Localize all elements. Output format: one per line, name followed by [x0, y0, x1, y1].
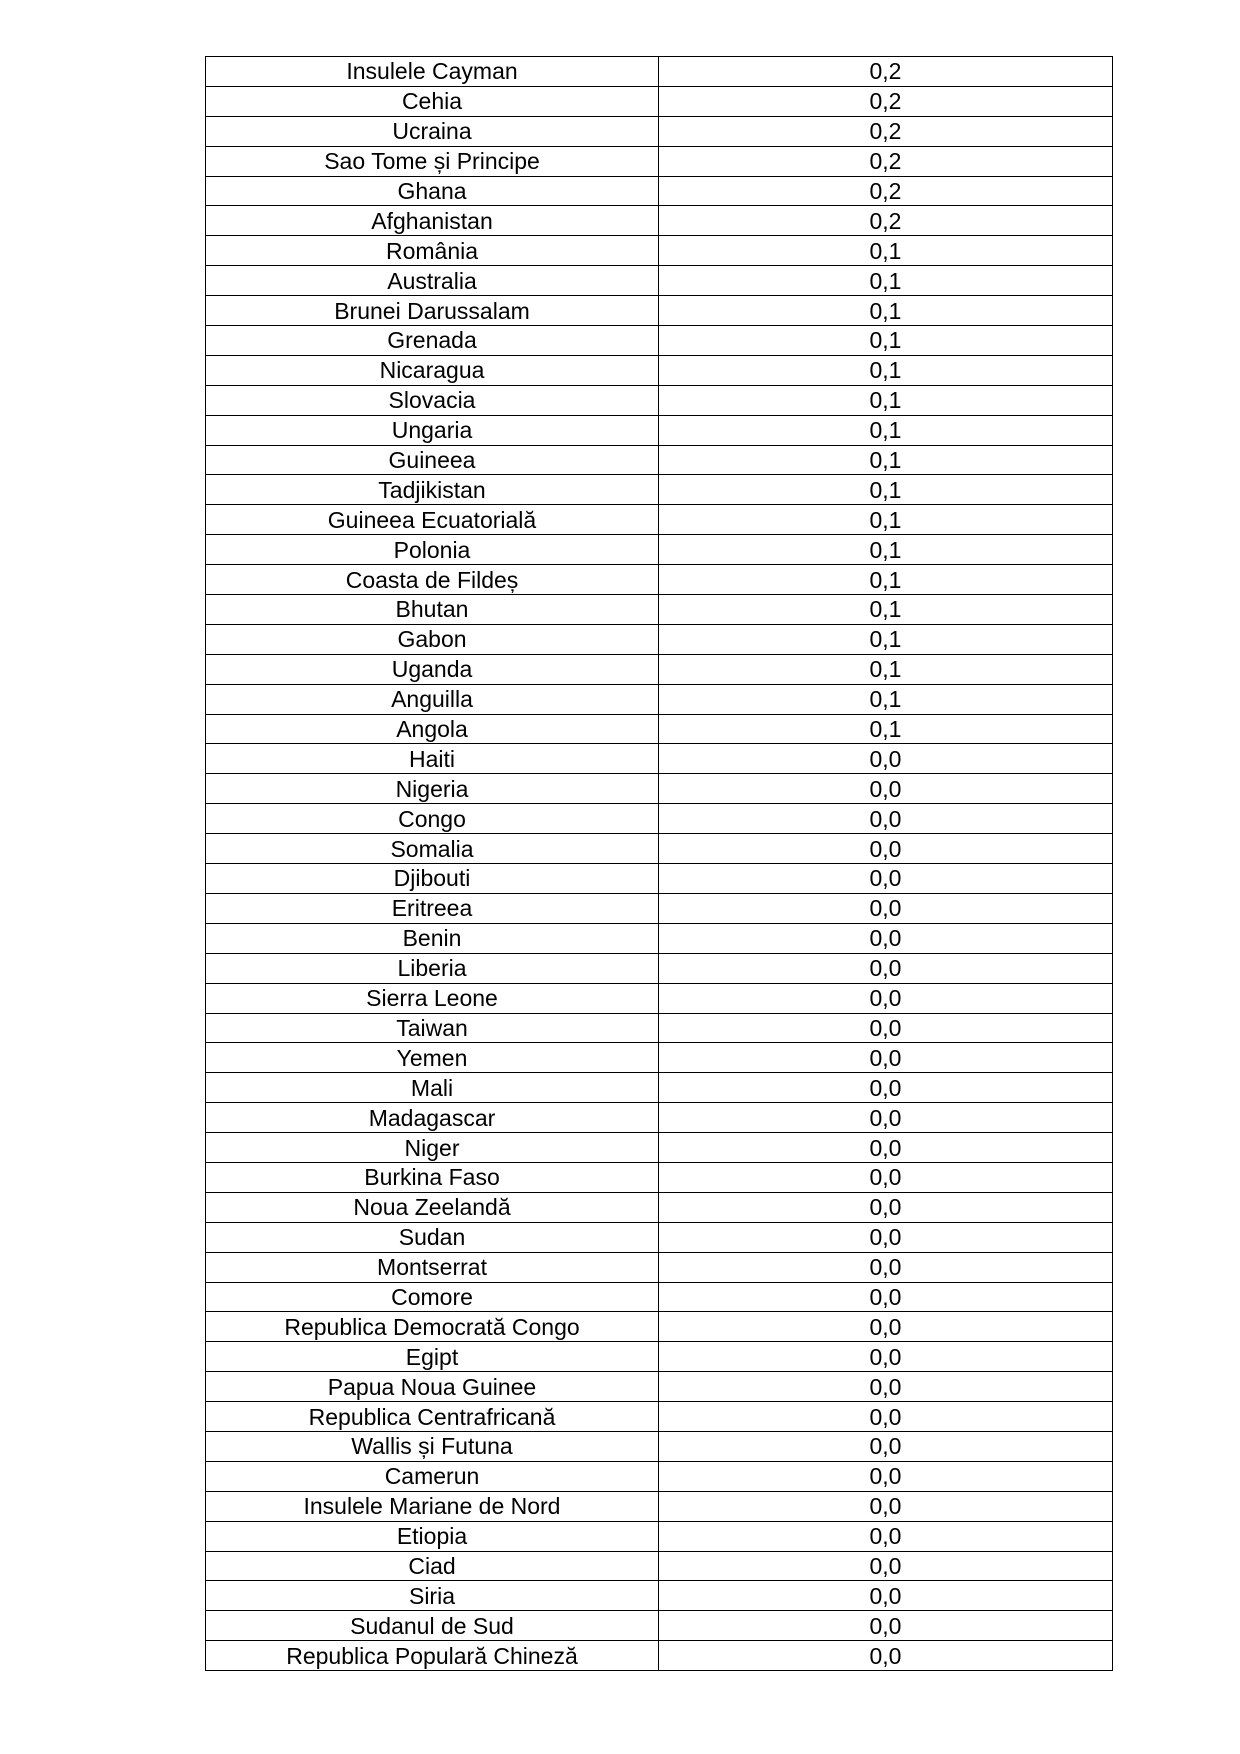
- value-cell: 0,0: [659, 1133, 1113, 1163]
- country-cell: Camerun: [206, 1461, 659, 1491]
- table-body: [206, 57, 1113, 1671]
- country-cell: Somalia: [206, 834, 659, 864]
- country-cell: Ciad: [206, 1551, 659, 1581]
- table-row: [206, 834, 1113, 864]
- country-cell: Papua Noua Guinee: [206, 1372, 659, 1402]
- value-cell: 0,1: [659, 505, 1113, 535]
- value-cell: 0,1: [659, 684, 1113, 714]
- country-cell: Haiti: [206, 744, 659, 774]
- value-cell: 0,1: [659, 415, 1113, 445]
- value-cell: 0,1: [659, 326, 1113, 356]
- table-row: [206, 953, 1113, 983]
- table-row: [206, 1043, 1113, 1073]
- country-cell: Guineea Ecuatorială: [206, 505, 659, 535]
- table-row: [206, 535, 1113, 565]
- country-cell: Wallis și Futuna: [206, 1431, 659, 1461]
- value-cell: 0,1: [659, 236, 1113, 266]
- value-cell: 0,1: [659, 445, 1113, 475]
- table-row: [206, 1013, 1113, 1043]
- value-cell: 0,2: [659, 86, 1113, 116]
- value-cell: 0,0: [659, 1402, 1113, 1432]
- table-row: [206, 1222, 1113, 1252]
- country-cell: Yemen: [206, 1043, 659, 1073]
- value-cell: 0,0: [659, 1491, 1113, 1521]
- country-cell: Benin: [206, 923, 659, 953]
- table-row: [206, 326, 1113, 356]
- value-cell: 0,1: [659, 355, 1113, 385]
- value-cell: 0,1: [659, 475, 1113, 505]
- value-cell: 0,0: [659, 744, 1113, 774]
- value-cell: 0,0: [659, 1222, 1113, 1252]
- value-cell: 0,2: [659, 206, 1113, 236]
- value-cell: 0,0: [659, 864, 1113, 894]
- value-cell: 0,0: [659, 923, 1113, 953]
- country-cell: Slovacia: [206, 385, 659, 415]
- value-cell: 0,1: [659, 595, 1113, 625]
- country-cell: Brunei Darussalam: [206, 296, 659, 326]
- table-row: [206, 1402, 1113, 1432]
- country-cell: Tadjikistan: [206, 475, 659, 505]
- table-row: [206, 355, 1113, 385]
- country-cell: Australia: [206, 266, 659, 296]
- value-cell: 0,0: [659, 1641, 1113, 1671]
- country-cell: România: [206, 236, 659, 266]
- country-cell: Sudan: [206, 1222, 659, 1252]
- country-cell: Eritreea: [206, 893, 659, 923]
- table-row: [206, 116, 1113, 146]
- table-row: [206, 1073, 1113, 1103]
- country-cell: Comore: [206, 1282, 659, 1312]
- table-row: [206, 1551, 1113, 1581]
- table-row: [206, 1252, 1113, 1282]
- value-cell: 0,2: [659, 57, 1113, 87]
- value-cell: 0,1: [659, 565, 1113, 595]
- country-cell: Liberia: [206, 953, 659, 983]
- value-cell: 0,0: [659, 1521, 1113, 1551]
- value-cell: 0,2: [659, 176, 1113, 206]
- country-cell: Cehia: [206, 86, 659, 116]
- table-row: [206, 864, 1113, 894]
- table-row: [206, 893, 1113, 923]
- value-cell: 0,1: [659, 296, 1113, 326]
- value-cell: 0,0: [659, 1103, 1113, 1133]
- value-cell: 0,0: [659, 774, 1113, 804]
- value-cell: 0,0: [659, 983, 1113, 1013]
- country-cell: Sao Tome și Principe: [206, 146, 659, 176]
- table-row: [206, 1192, 1113, 1222]
- value-cell: 0,0: [659, 1043, 1113, 1073]
- country-cell: Anguilla: [206, 684, 659, 714]
- table-row: [206, 296, 1113, 326]
- table-row: [206, 1282, 1113, 1312]
- table-row: [206, 744, 1113, 774]
- value-cell: 0,0: [659, 834, 1113, 864]
- table-row: [206, 804, 1113, 834]
- value-cell: 0,0: [659, 1581, 1113, 1611]
- table-row: [206, 1312, 1113, 1342]
- country-cell: Republica Centrafricană: [206, 1402, 659, 1432]
- country-cell: Noua Zeelandă: [206, 1192, 659, 1222]
- value-cell: 0,1: [659, 266, 1113, 296]
- table-row: [206, 1133, 1113, 1163]
- country-cell: Insulele Mariane de Nord: [206, 1491, 659, 1521]
- country-cell: Nicaragua: [206, 355, 659, 385]
- country-cell: Ungaria: [206, 415, 659, 445]
- country-cell: Republica Populară Chineză: [206, 1641, 659, 1671]
- table-row: [206, 1162, 1113, 1192]
- country-cell: Bhutan: [206, 595, 659, 625]
- value-cell: 0,1: [659, 535, 1113, 565]
- table-row: [206, 1372, 1113, 1402]
- country-cell: Montserrat: [206, 1252, 659, 1282]
- country-cell: Sudanul de Sud: [206, 1611, 659, 1641]
- country-cell: Etiopia: [206, 1521, 659, 1551]
- country-cell: Ucraina: [206, 116, 659, 146]
- country-cell: Mali: [206, 1073, 659, 1103]
- country-cell: Afghanistan: [206, 206, 659, 236]
- table-row: [206, 595, 1113, 625]
- table-row: [206, 1461, 1113, 1491]
- table-row: [206, 923, 1113, 953]
- country-cell: Gabon: [206, 624, 659, 654]
- country-cell: Niger: [206, 1133, 659, 1163]
- table-row: [206, 1491, 1113, 1521]
- value-cell: 0,2: [659, 146, 1113, 176]
- table-row: [206, 1342, 1113, 1372]
- table-row: [206, 415, 1113, 445]
- table-row: [206, 475, 1113, 505]
- country-cell: Djibouti: [206, 864, 659, 894]
- value-cell: 0,0: [659, 893, 1113, 923]
- value-cell: 0,0: [659, 1192, 1113, 1222]
- value-cell: 0,1: [659, 714, 1113, 744]
- value-cell: 0,0: [659, 1073, 1113, 1103]
- value-cell: 0,2: [659, 116, 1113, 146]
- country-cell: Burkina Faso: [206, 1162, 659, 1192]
- table-row: [206, 266, 1113, 296]
- value-cell: 0,1: [659, 385, 1113, 415]
- value-cell: 0,0: [659, 1372, 1113, 1402]
- value-cell: 0,0: [659, 804, 1113, 834]
- country-cell: Ghana: [206, 176, 659, 206]
- table-row: [206, 57, 1113, 87]
- table-row: [206, 1611, 1113, 1641]
- table-row: [206, 236, 1113, 266]
- country-cell: Taiwan: [206, 1013, 659, 1043]
- country-cell: Nigeria: [206, 774, 659, 804]
- table-row: [206, 146, 1113, 176]
- table-row: [206, 714, 1113, 744]
- country-cell: Polonia: [206, 535, 659, 565]
- table-row: [206, 565, 1113, 595]
- country-cell: Insulele Cayman: [206, 57, 659, 87]
- country-cell: Republica Democrată Congo: [206, 1312, 659, 1342]
- value-cell: 0,1: [659, 624, 1113, 654]
- table-row: [206, 624, 1113, 654]
- country-cell: Madagascar: [206, 1103, 659, 1133]
- value-cell: 0,0: [659, 1342, 1113, 1372]
- value-cell: 0,1: [659, 654, 1113, 684]
- table-row: [206, 684, 1113, 714]
- value-cell: 0,0: [659, 1013, 1113, 1043]
- table-row: [206, 86, 1113, 116]
- country-cell: Angola: [206, 714, 659, 744]
- country-cell: Uganda: [206, 654, 659, 684]
- value-cell: 0,0: [659, 1461, 1113, 1491]
- country-cell: Egipt: [206, 1342, 659, 1372]
- country-values-table: [205, 56, 1113, 1671]
- country-cell: Coasta de Fildeș: [206, 565, 659, 595]
- value-cell: 0,0: [659, 1312, 1113, 1342]
- value-cell: 0,0: [659, 1282, 1113, 1312]
- country-cell: Guineea: [206, 445, 659, 475]
- value-cell: 0,0: [659, 1162, 1113, 1192]
- table-row: [206, 445, 1113, 475]
- country-cell: Grenada: [206, 326, 659, 356]
- table-row: [206, 206, 1113, 236]
- table-row: [206, 774, 1113, 804]
- table-row: [206, 1431, 1113, 1461]
- table-row: [206, 1641, 1113, 1671]
- table-row: [206, 1521, 1113, 1551]
- table-row: [206, 385, 1113, 415]
- table-row: [206, 176, 1113, 206]
- table-row: [206, 1581, 1113, 1611]
- value-cell: 0,0: [659, 1551, 1113, 1581]
- value-cell: 0,0: [659, 953, 1113, 983]
- table-row: [206, 983, 1113, 1013]
- country-cell: Siria: [206, 1581, 659, 1611]
- value-cell: 0,0: [659, 1611, 1113, 1641]
- country-cell: Sierra Leone: [206, 983, 659, 1013]
- value-cell: 0,0: [659, 1252, 1113, 1282]
- country-cell: Congo: [206, 804, 659, 834]
- table-row: [206, 654, 1113, 684]
- table-row: [206, 505, 1113, 535]
- table-row: [206, 1103, 1113, 1133]
- value-cell: 0,0: [659, 1431, 1113, 1461]
